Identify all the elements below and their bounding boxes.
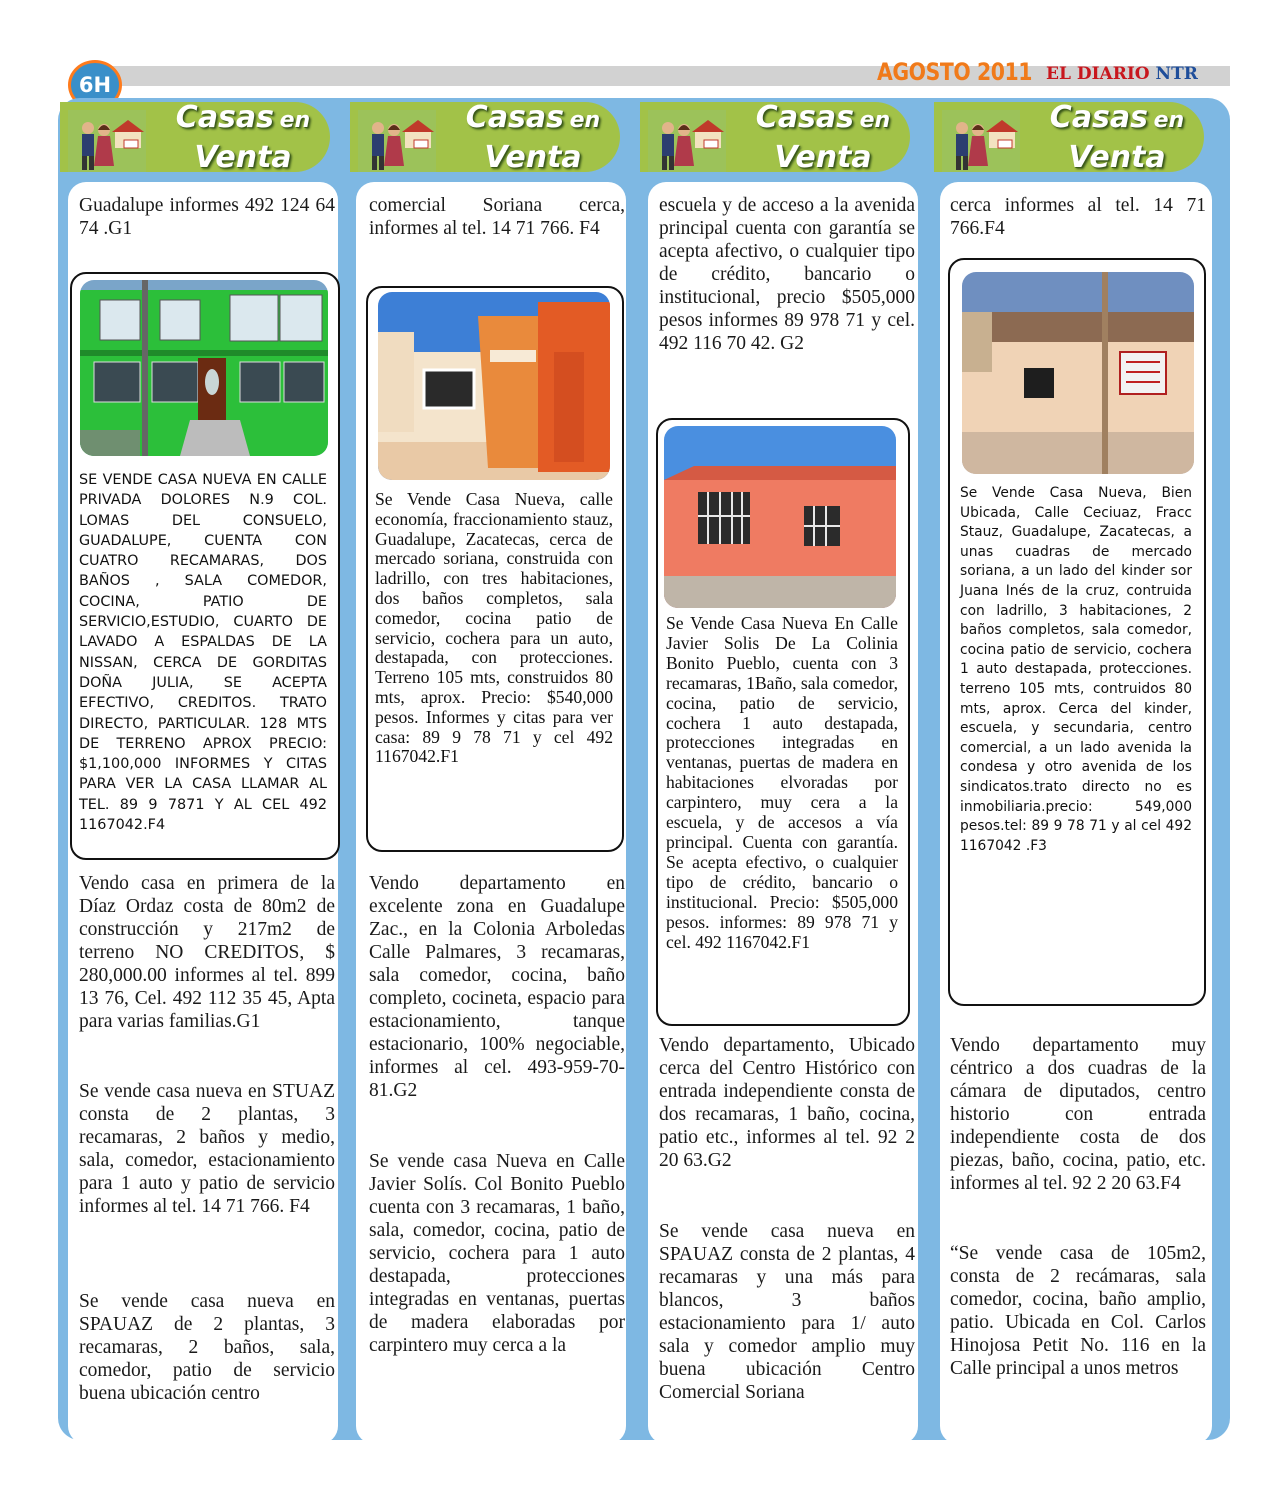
banner-word-en: en xyxy=(569,108,601,133)
featured-ad-box xyxy=(948,258,1206,1006)
ads-panel xyxy=(648,182,918,1444)
house-photo xyxy=(378,292,610,480)
issue-date: AGOSTO 2011 xyxy=(877,58,1033,86)
featured-ad-text: SE VENDE CASA NUEVA EN CALLE PRIVADA DOLORES N.9 COL. LOMAS DEL CONSUELO, GUADALUPE, CUENTA CON CUATRO RECAMARAS, DOS BAÑOS , SALA COMEDOR, COCINA, PATIO DE SERVICIO,ESTUDIO, CUARTO DE LAVADO A ESPALDAS DE LA NISSAN, CERCA DE GORDITAS DOÑA JULIA, SE ACEPTA EFECTIVO, CREDITOS. TRATO DIRECTO, PARTICULAR. 128 MTS DE TERRENO APROX PRECIO: $1,100,000 INFORMES Y CITAS PARA VER LA CASA LLAMAR AL TEL. 89 9 7871 Y AL CEL 492 1167042.F4 xyxy=(79,472,327,834)
section-banner xyxy=(640,100,920,176)
house-photo xyxy=(80,280,328,456)
banner-word-venta: Venta xyxy=(774,140,872,175)
section-banner xyxy=(60,100,340,176)
ad-text: comercial Soriana cerca, informes al tel. 14 71 766. F4 xyxy=(369,195,625,239)
featured-ad-box xyxy=(70,272,340,860)
section-banner xyxy=(934,100,1214,176)
ad-text: Vendo casa en primera de la Díaz Ordaz costa de 80m2 de construcción y 217m2 de terreno NO CREDITOS, $ 280,000.00 informes al tel. 899 13 76, Cel. 492 112 35 45, Apta para varias familias.G1 xyxy=(79,873,335,1032)
banner-word-casas: Casas xyxy=(175,100,275,135)
ad-text: Vendo departamento, Ubicado cerca del Centro Histórico con entrada independiente consta de dos recamaras, 1 baño, cocina, patio etc., informes al tel. 92 2 20 63.G2 xyxy=(659,1035,915,1171)
ad-text: Se vende casa Nueva en Calle Javier Solís. Col Bonito Pueblo cuenta con 3 recamaras, 1 baño, sala, comedor, cocina, patio de servicio, cochera para 1 auto destapada, protecciones integradas en ventanas, puertas de madera elaboradas por carpintero muy cerca a la xyxy=(369,1151,625,1356)
banner-word-venta: Venta xyxy=(484,140,582,175)
ads-panel xyxy=(356,182,626,1444)
featured-ad-text: Se Vende Casa Nueva, Bien Ubicada, Calle Ceciuaz, Fracc Stauz, Guadalupe, Zacatecas, a unas cuadras de mercado soriana, a un lado del kinder sor Juana Inés de la cruz, contruida con ladrillo, 3 habitaciones, 2 baños completos, sala comedor, cocina patio de servicio, cochera 1 auto destapada, protecciones. terreno 105 mts, contruidos 80 mts, aprox. Cerca del kinder, escuela, y secundaria, centro comercial, a un lado avenida la condesa y otro avenida de los sindicatos.trato directo no es inmobiliaria.precio: 549,000 pesos.tel: 89 9 78 71 y al cel 492 1167042 .F3 xyxy=(960,485,1192,854)
banner-title xyxy=(438,100,628,180)
house-photo xyxy=(962,272,1194,474)
house-photo xyxy=(664,426,896,608)
featured-ad-text: Se Vende Casa Nueva, calle economía, fraccionamiento stauz, Guadalupe, Zacatecas, cerca de mercado soriana, construida con ladrillo, con tres habitaciones, dos baños completos, sala comedor, cocina patio de servicio, cochera para un auto, destapada, con protecciones. Terreno 105 mts, construidos 80 mts, aprox. Precio: $540,000 pesos. Informes y citas para ver casa: 89 9 78 71 y cel 492 1167042.F1 xyxy=(375,489,613,767)
couple-house-icon xyxy=(648,110,726,172)
section-banner xyxy=(350,100,630,176)
ads-panel xyxy=(68,182,338,1444)
banner-word-venta: Venta xyxy=(1068,140,1166,175)
brand-name: EL DIARIO xyxy=(1046,64,1156,84)
banner-word-casas: Casas xyxy=(465,100,565,135)
featured-ad-text: Se Vende Casa Nueva En Calle Javier Solis De La Colinia Bonito Pueblo, cuenta con 3 recamaras, 1Baño, sala comedor, cocina, patio de servicio, cochera 1 auto destapada, protecciones integradas en ventanas, puertas de madera en habitaciones elvoradas por carpintero, muy cera a la escuela, y de accesos a vía principal. Cuenta con garantía. Se acepta efectivo, o cualquier tipo de crédito, bancario o institucional. Precio: $505,000 pesos. informes: 89 978 71 y cel. 492 1167042.F1 xyxy=(666,613,898,952)
ad-text: Vendo departamento muy céntrico a dos cuadras de la cámara de diputados, centro historio con entrada independiente costa de dos piezas, baño, cocina, patio, etc. informes al tel. 92 2 20 63.F4 xyxy=(950,1035,1206,1194)
couple-house-icon xyxy=(942,110,1020,172)
ad-text: Se vende casa nueva en SPAUAZ de 2 plantas, 3 recamaras, 2 baños, sala, comedor, patio de servicio buena ubicación centro xyxy=(79,1291,335,1404)
couple-house-icon xyxy=(68,110,146,172)
ad-text: Se vende casa nueva en SPAUAZ consta de 2 plantas, 4 recamaras y una más para blancos, 3 baños estacionamiento para 1/ auto sala y comedor amplio muy buena ubicación Centro Comercial Soriana xyxy=(659,1221,915,1403)
banner-title xyxy=(148,100,338,180)
banner-title xyxy=(728,100,918,180)
ads-panel xyxy=(940,182,1212,1444)
banner-word-en: en xyxy=(859,108,891,133)
banner-word-casas: Casas xyxy=(1049,100,1149,135)
brand-ntr: NTR xyxy=(1155,64,1198,84)
banner-word-venta: Venta xyxy=(194,140,292,175)
featured-ad-box xyxy=(366,286,624,852)
ad-text: “Se vende casa de 105m2, consta de 2 recámaras, sala comedor, cocina, baño amplio, patio. Ubicada en Col. Carlos Hinojosa Petit No. 116 en la Calle principal a unos metros xyxy=(950,1243,1206,1379)
banner-title xyxy=(1022,100,1212,180)
banner-word-en: en xyxy=(1153,108,1185,133)
page-number-badge: 6H xyxy=(68,60,122,110)
ad-text: cerca informes al tel. 14 71 766.F4 xyxy=(950,195,1206,239)
ad-text: Vendo departamento en excelente zona en Guadalupe Zac., en la Colonia Arboledas Calle Palmares, 3 recamaras, sala comedor, cocina, baño completo, cocineta, espacio para estacionamiento, tanque estacionario, 100% negociable, informes al cel. 493-959-70-81.G2 xyxy=(369,873,625,1101)
banner-word-casas: Casas xyxy=(755,100,855,135)
featured-ad-box xyxy=(656,418,910,1026)
newspaper-brand xyxy=(1046,64,1198,84)
banner-word-en: en xyxy=(279,108,311,133)
ad-text: Guadalupe informes 492 124 64 74 .G1 xyxy=(79,195,335,239)
ad-text: Se vende casa nueva en STUAZ consta de 2 plantas, 3 recamaras, 2 baños y medio, sala, comedor, estacionamiento para 1 auto y patio de servicio informes al tel. 14 71 766. F4 xyxy=(79,1081,335,1217)
couple-house-icon xyxy=(358,110,436,172)
ad-text: escuela y de acceso a la avenida principal cuenta con garantía se acepta afectivo, o cualquier tipo de crédito, bancario o institucional, precio $505,000 pesos informes 89 978 71 y cel. 492 116 70 42. G2 xyxy=(659,195,915,354)
